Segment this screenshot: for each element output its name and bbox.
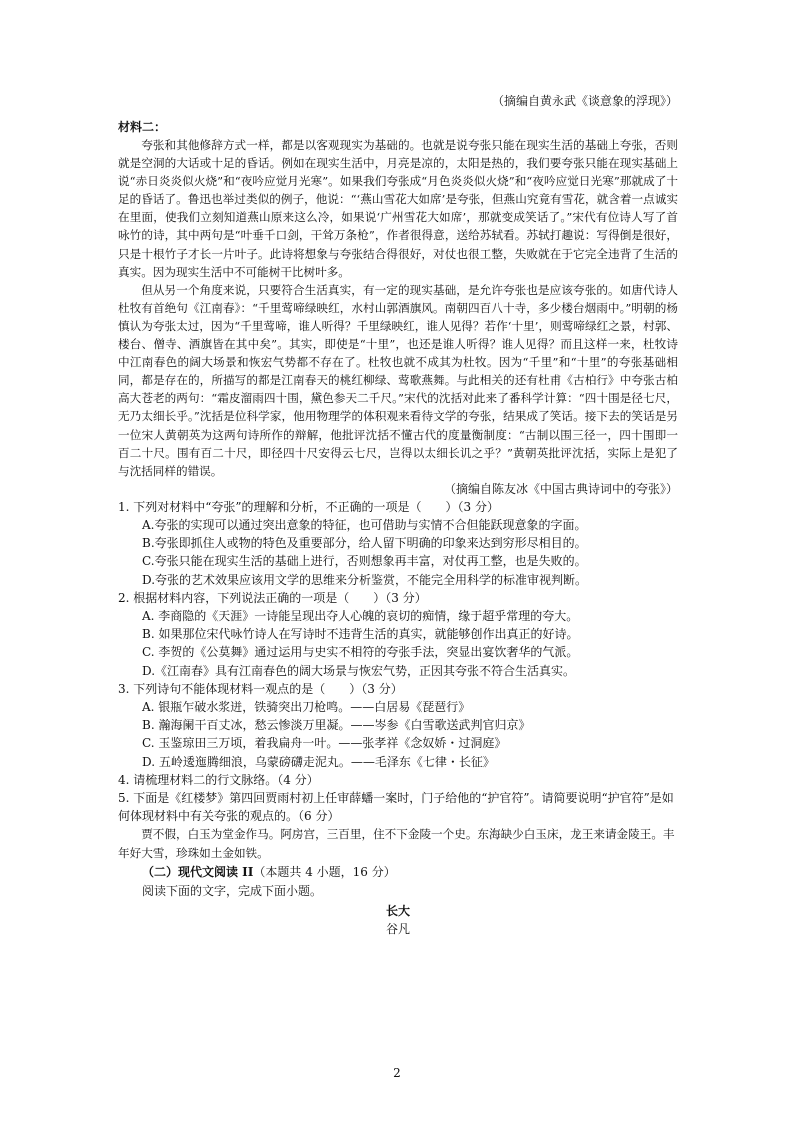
option-a: A.夸张的实现可以通过突出意象的特征，也可借助与实情不合但能跃现意象的字面。 <box>142 517 587 532</box>
section-instruction: 阅读下面的文字，完成下面小题。 <box>142 883 323 898</box>
question-1 <box>118 498 678 589</box>
material-paragraph: 夸张和其他修辞方式一样，都是以客观现实为基础的。也就是说夸张只能在现实生活的基础上夸张，否则就是空洞的大话或十足的昏话。例如在现实生活中，月亮是凉的，太阳是热的，我们要夸张只能在现实基础上说“赤日炎炎似火烧”和“夜吟应觉月光寒”。如果我们夸张成“月色炎炎似火烧”和“夜吟应觉日光寒”那就成了十足的昏话了。鲁迅也举过类似的例子，他说：“‘燕山雪花大如席’是夸张，但燕山究竟有雪花，就含着一点诚实在里面，使我们立刻知道燕山原来这么冷，如果说‘广州雪花大如席’，那就变成笑话了。”宋代有位诗人写了首咏竹的诗，其中两句是“叶垂千口剑，干耸万条枪”，作者很得意，送给苏轼看。苏轼打趣说：写得倒是很好，只是十根竹子才长一片叶子。此诗将想象与夸张结合得很好，对仗也很工整，失败就在于它完全违背了生活的真实。因为现实生活中不可能树干比树叶多。 <box>118 138 678 279</box>
option-b: B. 如果那位宋代咏竹诗人在写诗时不违背生活的真实，就能够创作出真正的好诗。 <box>142 627 579 642</box>
section-note: （本题共 4 小题，16 分） <box>253 865 396 880</box>
option-d: D.《江南春》具有江南春色的阔大场景与恢宏气势，正因其夸张不符合生活真实。 <box>142 663 576 678</box>
page-content <box>118 92 678 938</box>
article-author: 谷凡 <box>385 922 410 937</box>
option-b: B.夸张即抓住人或物的特色及重要部分，给人留下明确的印象来达到穷形尽相目的。 <box>142 536 587 551</box>
option-d: D. 五岭逶迤腾细浪，乌蒙磅礴走泥丸。——毛泽东《七律・长征》 <box>142 754 495 769</box>
option-c: C. 玉鉴琼田三万顷，着我扁舟一叶。——张孝祥《念奴娇・过洞庭》 <box>142 736 507 751</box>
question-4: 4. 请梳理材料二的行文脉络。（4 分） <box>118 772 319 787</box>
question-stem: 1. 下列对材料中“夸张”的理解和分析，不正确的一项是（ ）（3 分） <box>118 499 499 514</box>
question-3 <box>118 680 678 771</box>
material-heading: 材料二： <box>118 120 167 134</box>
page-number: 2 <box>393 1066 401 1080</box>
article-title: 长大 <box>385 904 410 919</box>
source-citation-top: （摘编自黄永武《谈意象的浮现》） <box>491 94 678 108</box>
option-a: A. 李商隐的《天涯》一诗能呈现出夺人心魄的哀切的痴情，缘于超乎常理的夸大。 <box>142 609 579 623</box>
question-5: 5. 下面是《红楼梦》第四回贾雨村初上任审薛蟠一案时，门子给他的“护官符”。请简要说明“护官符”是如何体现材料中有关夸张的观点的。（6 分） <box>118 791 674 824</box>
question-stem: 2. 根据材料内容，下列说法正确的一项是（ ）（3 分） <box>118 590 427 605</box>
hu-guan-fu-quote: 贾不假，白玉为堂金作马。阿房宫，三百里，住不下金陵一个史。东海缺少白玉床，龙王来请金陵王。丰年好大雪，珍珠如土金如铁。 <box>118 827 675 861</box>
source-citation: （摘编自陈友冰《中国古典诗词中的夸张》） <box>443 481 678 496</box>
option-c: C. 李贺的《公莫舞》通过运用与史实不相符的夸张手法，突显出宴饮奢华的气派。 <box>142 645 579 660</box>
option-b: B. 瀚海阑干百丈冰，愁云惨淡万里凝。——岑参《白雪歌送武判官归京》 <box>142 718 531 733</box>
option-d: D.夸张的艺术效果应该用文学的思维来分析鉴赏，不能完全用科学的标准审视判断。 <box>142 572 588 587</box>
option-a: A. 银瓶乍破水浆迸，铁骑突出刀枪鸣。——白居易《琵琶行》 <box>142 700 471 715</box>
section-title: （二）现代文阅读 II <box>142 865 254 880</box>
question-2 <box>118 589 678 680</box>
material-paragraph: 但从另一个角度来说，只要符合生活真实，有一定的现实基础，是允许夸张也是应该夸张的。如唐代诗人杜牧有首绝句《江南春》：“千里莺啼绿映红，水村山郭酒旗风。南朝四百八十寺，多少楼台烟雨中。”明朝的杨慎认为夸张太过，因为“千里莺啼，谁人听得？千里绿映红，谁人见得？若作‘十里’，则莺啼绿红之景，村郭、楼台、僧寺、酒旗皆在其中矣”。其实，即使是“十里”，也还是谁人听得？谁人见得？而且这样一来，杜牧诗中江南春色的阔大场景和恢宏气势都不存在了。杜牧也就不成其为杜牧。因为“千里”和“十里”的夸张基础相同，都是存在的，所描写的都是江南春天的桃红柳绿、莺歌燕舞。与此相关的还有杜甫《古柏行》中夸张古柏高大苍老的两句：“霜皮溜雨四十围，黛色参天二千尺。”宋代的沈括对此来了番科学计算：“四十围是径七尺，无乃太细长乎。”沈括是位科学家，他用物理学的体积观来看待文学的夸张，结果成了笑话。接下去的笑话是另一位宋人黄朝英为这两句诗所作的辩解，他批评沈括不懂古代的度量衡制度：“古制以围三径一，四十围即一百二十尺。围有百二十尺，即径四十尺安得云七尺，岂得以太细长讥之乎？”黄朝英批评沈括，实际上是犯了与沈括同样的错误。 <box>118 282 678 478</box>
question-stem: 3. 下列诗句不能体现材料一观点的是（ ）（3 分） <box>118 681 403 696</box>
section-heading <box>118 863 678 882</box>
option-c: C.夸张只能在现实生活的基础上进行，否则想象再丰富，对仗再工整，也是失败的。 <box>142 554 587 569</box>
